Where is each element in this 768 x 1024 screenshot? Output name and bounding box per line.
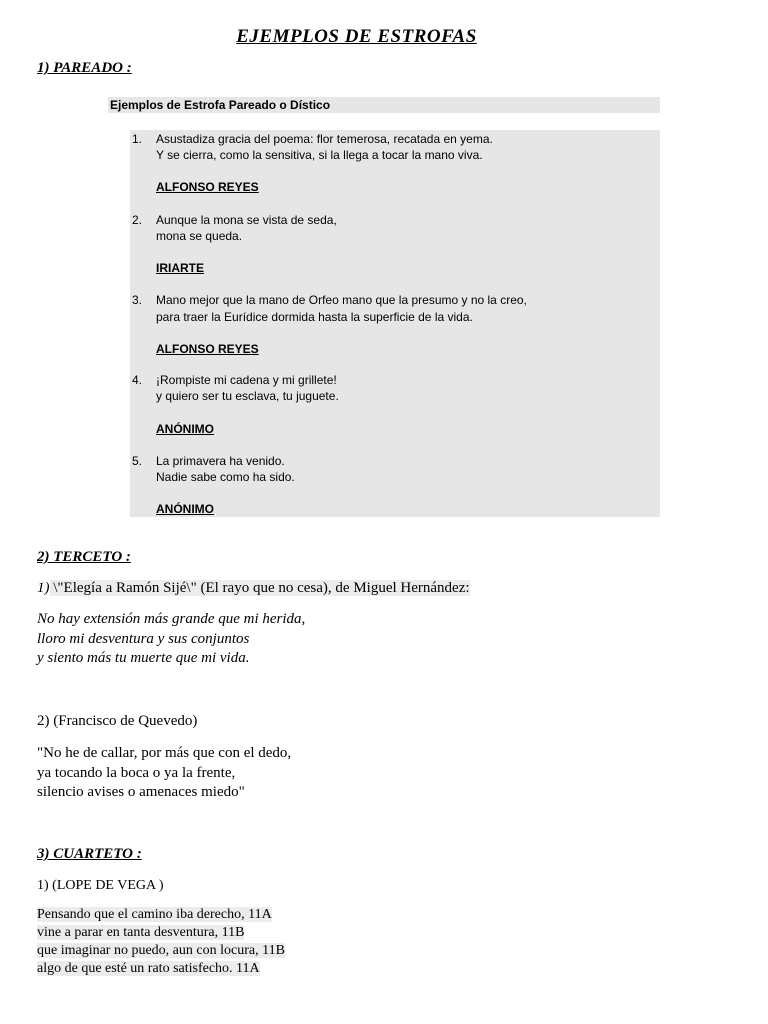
item-number: 5. bbox=[132, 454, 143, 468]
item-line: para traer la Eurídice dormida hasta la superficie de la vida. bbox=[156, 310, 473, 324]
item-line: y quiero ser tu esclava, tu juguete. bbox=[156, 389, 339, 403]
author-name: ALFONSO REYES bbox=[156, 342, 259, 356]
section-heading-cuarteto: 3) CUARTETO : bbox=[37, 846, 142, 862]
item-line: ¡Rompiste mi cadena y mi grillete! bbox=[156, 373, 337, 387]
terceto-example-2-title: 2) (Francisco de Quevedo) bbox=[37, 713, 198, 729]
item-line: Nadie sabe como ha sido. bbox=[156, 470, 295, 484]
author-name: ANÓNIMO bbox=[156, 422, 214, 436]
verse-line: No hay extensión más grande que mi herida, bbox=[37, 611, 306, 627]
verse-line: lloro mi desventura y sus conjuntos bbox=[37, 631, 250, 647]
verse-block bbox=[37, 906, 285, 978]
item-line: Y se cierra, como la sensitiva, si la llega a tocar la mano viva. bbox=[156, 148, 483, 162]
item-number: 1. bbox=[132, 132, 143, 146]
author-name: ANÓNIMO bbox=[156, 502, 214, 516]
example-number: 1) bbox=[37, 580, 50, 596]
verse-line: vine a parar en tanta desventura, 11B bbox=[37, 925, 245, 940]
author-name: ALFONSO REYES bbox=[156, 180, 259, 194]
page-title: EJEMPLOS DE ESTROFAS bbox=[236, 26, 477, 47]
example-title: \"Elegía a Ramón Sijé\" (El rayo que no cesa), de Miguel Hernández: bbox=[49, 580, 470, 596]
item-line: mona se queda. bbox=[156, 229, 243, 243]
item-number: 2. bbox=[132, 213, 143, 227]
item-line: Asustadiza gracia del poema: flor temerosa, recatada en yema. bbox=[156, 132, 493, 146]
verse-line: y siento más tu muerte que mi vida. bbox=[37, 650, 250, 666]
item-line: La primavera ha venido. bbox=[156, 454, 285, 468]
section-heading-terceto: 2) TERCETO : bbox=[37, 549, 131, 565]
item-number: 4. bbox=[132, 373, 143, 387]
cuarteto-example-1-title: 1) (LOPE DE VEGA ) bbox=[37, 878, 164, 893]
item-line: Mano mejor que la mano de Orfeo mano que la presumo y no la creo, bbox=[156, 293, 527, 307]
author-name: IRIARTE bbox=[156, 261, 204, 275]
item-line: Aunque la mona se vista de seda, bbox=[156, 213, 337, 227]
verse-line: Pensando que el camino iba derecho, 11A bbox=[37, 907, 272, 922]
verse-line: ya tocando la boca o ya la frente, bbox=[37, 765, 236, 781]
box-title: Ejemplos de Estrofa Pareado o Dístico bbox=[110, 98, 331, 112]
item-number: 3. bbox=[132, 293, 143, 307]
verse-line: silencio avises o amenaces miedo" bbox=[37, 784, 245, 800]
verse-line: "No he de callar, por más que con el dedo, bbox=[37, 745, 292, 761]
section-heading-pareado: 1) PAREADO : bbox=[37, 60, 132, 76]
verse-line: algo de que esté un rato satisfecho. 11A bbox=[37, 961, 260, 976]
terceto-example-1-title bbox=[37, 579, 470, 599]
verse-line: que imaginar no puedo, aun con locura, 11B bbox=[37, 943, 285, 958]
